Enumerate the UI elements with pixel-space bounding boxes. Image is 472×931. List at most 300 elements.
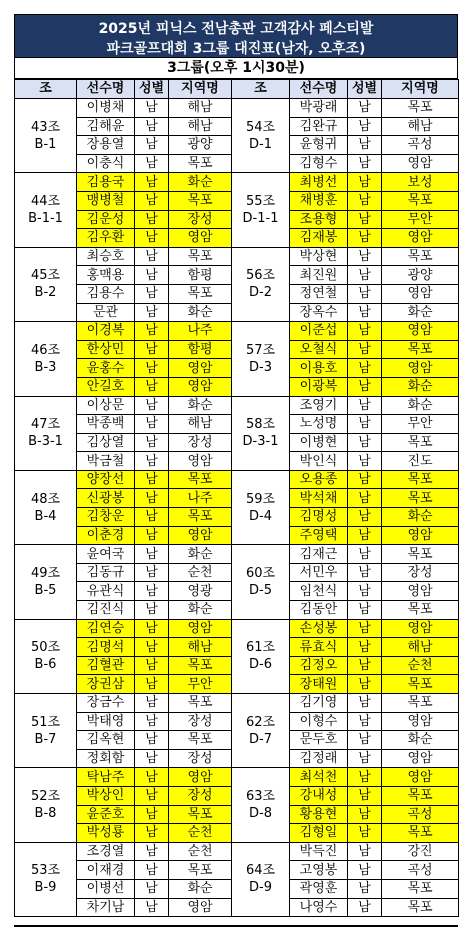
player-name: 박금철 <box>77 452 135 471</box>
group-label-line: D-8 <box>249 806 272 822</box>
player-name: 이병채 <box>77 99 135 118</box>
player-name: 김기영 <box>290 694 348 713</box>
right-group-label <box>232 619 290 693</box>
player-name: 나영수 <box>290 898 348 917</box>
bottom-rule <box>14 925 458 927</box>
table-row <box>15 842 459 861</box>
left-group-label <box>15 247 77 321</box>
group-label-line: 51조 <box>30 714 61 730</box>
player-gender: 남 <box>135 173 169 192</box>
player-name: 서민우 <box>290 563 348 582</box>
player-region: 목포 <box>169 861 232 880</box>
player-name: 윤여국 <box>77 545 135 564</box>
player-gender: 남 <box>348 154 382 173</box>
player-name: 김정오 <box>290 656 348 675</box>
player-region: 화순 <box>382 396 459 415</box>
player-gender: 남 <box>135 582 169 601</box>
player-gender: 남 <box>135 563 169 582</box>
player-name: 손성봉 <box>290 619 348 638</box>
col-header: 성별 <box>135 80 169 99</box>
player-gender: 남 <box>348 805 382 824</box>
player-region: 곡성 <box>382 861 459 880</box>
player-name: 김우환 <box>77 229 135 248</box>
player-name: 곽영훈 <box>290 879 348 898</box>
player-gender: 남 <box>348 191 382 210</box>
table-row <box>15 694 459 713</box>
player-name: 장옥수 <box>290 303 348 322</box>
player-gender: 남 <box>135 396 169 415</box>
table-row <box>15 173 459 192</box>
player-region: 장성 <box>169 786 232 805</box>
col-header: 조 <box>15 80 77 99</box>
player-gender: 남 <box>348 489 382 508</box>
player-name: 유관식 <box>77 582 135 601</box>
player-gender: 남 <box>135 842 169 861</box>
left-group-label <box>15 768 77 842</box>
player-region: 영암 <box>169 898 232 917</box>
player-gender: 남 <box>135 452 169 471</box>
player-region: 순천 <box>169 563 232 582</box>
player-name: 김완규 <box>290 117 348 136</box>
col-header: 성별 <box>348 80 382 99</box>
player-region: 목포 <box>382 433 459 452</box>
player-region: 화순 <box>382 377 459 396</box>
player-name: 정연철 <box>290 284 348 303</box>
player-gender: 남 <box>135 377 169 396</box>
group-label-line: 48조 <box>30 491 61 507</box>
player-name: 조영기 <box>290 396 348 415</box>
table-row <box>15 99 459 118</box>
bracket-body <box>15 99 459 917</box>
group-label-line: D-6 <box>249 657 272 673</box>
player-gender: 남 <box>348 768 382 787</box>
player-gender: 남 <box>135 731 169 750</box>
player-gender: 남 <box>135 508 169 527</box>
player-gender: 남 <box>348 136 382 155</box>
player-gender: 남 <box>348 359 382 378</box>
player-name: 박태영 <box>77 712 135 731</box>
group-label-line: 56조 <box>245 268 276 284</box>
player-name: 박상인 <box>77 786 135 805</box>
player-gender: 남 <box>348 526 382 545</box>
player-name: 김연승 <box>77 619 135 638</box>
player-gender: 남 <box>348 656 382 675</box>
player-region: 영암 <box>169 377 232 396</box>
player-region: 진도 <box>382 452 459 471</box>
player-region: 목포 <box>382 824 459 843</box>
left-group-label <box>15 470 77 544</box>
right-group-label <box>232 99 290 173</box>
player-name: 김명석 <box>77 638 135 657</box>
right-group-label <box>232 396 290 470</box>
title-line-2: 파크골프대회 3그룹 대진표(남자, 오후조) <box>106 41 366 57</box>
player-name: 장권삼 <box>77 675 135 694</box>
group-label-line: D-1-1 <box>242 211 279 227</box>
table-row <box>15 768 459 787</box>
table-row <box>15 619 459 638</box>
player-name: 정회함 <box>77 749 135 768</box>
player-gender: 남 <box>348 582 382 601</box>
player-gender: 남 <box>135 656 169 675</box>
player-region: 목포 <box>169 694 232 713</box>
player-gender: 남 <box>348 898 382 917</box>
player-gender: 남 <box>348 210 382 229</box>
column-header-row <box>15 80 459 99</box>
player-region: 화순 <box>382 508 459 527</box>
player-region: 목포 <box>169 154 232 173</box>
group-label-line: 43조 <box>30 119 61 135</box>
group-label-line: 52조 <box>30 789 61 805</box>
group-label-line: 55조 <box>245 194 276 210</box>
player-region: 화순 <box>169 396 232 415</box>
player-gender: 남 <box>348 712 382 731</box>
player-region: 목포 <box>169 656 232 675</box>
player-name: 김진식 <box>77 601 135 620</box>
player-name: 이경복 <box>77 322 135 341</box>
player-gender: 남 <box>348 694 382 713</box>
group-label-line: 64조 <box>245 863 276 879</box>
player-region: 나주 <box>169 489 232 508</box>
group-label-line: B-8 <box>34 806 57 822</box>
player-region: 영암 <box>382 768 459 787</box>
player-region: 화순 <box>169 545 232 564</box>
player-region: 해남 <box>382 117 459 136</box>
player-name: 김재봉 <box>290 229 348 248</box>
group-label-line: B-1 <box>34 136 57 152</box>
player-name: 조경열 <box>77 842 135 861</box>
left-group-label <box>15 322 77 396</box>
player-region: 해남 <box>169 117 232 136</box>
player-region: 보성 <box>382 173 459 192</box>
player-gender: 남 <box>135 154 169 173</box>
player-name: 이춘경 <box>77 526 135 545</box>
player-gender: 남 <box>348 117 382 136</box>
group-label-line: B-4 <box>34 508 57 524</box>
player-name: 박광래 <box>290 99 348 118</box>
player-name: 이충식 <box>77 154 135 173</box>
player-gender: 남 <box>348 99 382 118</box>
player-region: 순천 <box>169 824 232 843</box>
player-region: 목포 <box>169 805 232 824</box>
player-name: 이상문 <box>77 396 135 415</box>
player-gender: 남 <box>348 824 382 843</box>
player-gender: 남 <box>135 303 169 322</box>
player-name: 김재근 <box>290 545 348 564</box>
player-region: 장성 <box>169 712 232 731</box>
player-gender: 남 <box>348 879 382 898</box>
player-gender: 남 <box>348 731 382 750</box>
player-gender: 남 <box>135 694 169 713</box>
player-gender: 남 <box>135 191 169 210</box>
player-name: 이형수 <box>290 712 348 731</box>
player-gender: 남 <box>135 712 169 731</box>
group-label-line: B-1-1 <box>28 211 63 227</box>
player-name: 이준섭 <box>290 322 348 341</box>
player-gender: 남 <box>348 749 382 768</box>
group-label-line: B-9 <box>34 880 57 896</box>
player-gender: 남 <box>348 786 382 805</box>
player-gender: 남 <box>135 433 169 452</box>
player-name: 장용열 <box>77 136 135 155</box>
player-name: 이용호 <box>290 359 348 378</box>
player-region: 해남 <box>169 99 232 118</box>
player-gender: 남 <box>348 452 382 471</box>
player-name: 김혈관 <box>77 656 135 675</box>
player-name: 오철식 <box>290 340 348 359</box>
player-gender: 남 <box>135 415 169 434</box>
player-name: 장태원 <box>290 675 348 694</box>
player-gender: 남 <box>348 340 382 359</box>
left-group-label <box>15 842 77 916</box>
player-region: 목포 <box>382 675 459 694</box>
player-name: 박종백 <box>77 415 135 434</box>
player-name: 박득진 <box>290 842 348 861</box>
player-gender: 남 <box>348 638 382 657</box>
group-label-line: 49조 <box>30 565 61 581</box>
player-region: 목포 <box>169 508 232 527</box>
bracket-table <box>14 79 459 917</box>
player-gender: 남 <box>135 322 169 341</box>
player-name: 황용현 <box>290 805 348 824</box>
player-name: 김동안 <box>290 601 348 620</box>
player-region: 순천 <box>382 656 459 675</box>
col-header: 선수명 <box>77 80 135 99</box>
player-name: 김정래 <box>290 749 348 768</box>
player-name: 최진원 <box>290 266 348 285</box>
player-gender: 남 <box>348 601 382 620</box>
player-name: 채병훈 <box>290 191 348 210</box>
player-gender: 남 <box>135 805 169 824</box>
group-label-line: 57조 <box>245 342 276 358</box>
player-name: 김상열 <box>77 433 135 452</box>
player-region: 목포 <box>169 470 232 489</box>
player-gender: 남 <box>135 247 169 266</box>
player-region: 화순 <box>169 879 232 898</box>
right-group-label <box>232 842 290 916</box>
player-name: 최승호 <box>77 247 135 266</box>
player-gender: 남 <box>348 842 382 861</box>
group-subtitle: 3그룹(오후 1시30분) <box>14 58 458 79</box>
player-region: 영암 <box>382 359 459 378</box>
player-region: 목포 <box>382 340 459 359</box>
right-group-label <box>232 768 290 842</box>
player-name: 김형수 <box>290 154 348 173</box>
player-gender: 남 <box>348 322 382 341</box>
right-group-label <box>232 247 290 321</box>
player-region: 화순 <box>382 303 459 322</box>
player-region: 목포 <box>382 601 459 620</box>
player-name: 한상민 <box>77 340 135 359</box>
left-group-label <box>15 99 77 173</box>
player-gender: 남 <box>135 284 169 303</box>
player-region: 영광 <box>169 582 232 601</box>
player-region: 해남 <box>169 638 232 657</box>
right-group-label <box>232 694 290 768</box>
player-name: 홍맥용 <box>77 266 135 285</box>
player-gender: 남 <box>135 136 169 155</box>
group-label-line: 60조 <box>245 565 276 581</box>
player-region: 해남 <box>169 415 232 434</box>
left-group-label <box>15 545 77 619</box>
player-name: 고영봉 <box>290 861 348 880</box>
player-region: 영암 <box>382 712 459 731</box>
player-region: 무안 <box>382 415 459 434</box>
right-group-label <box>232 470 290 544</box>
player-region: 화순 <box>169 601 232 620</box>
group-label-line: B-3-1 <box>28 434 63 450</box>
group-label-line: B-7 <box>34 731 57 747</box>
bracket-sheet <box>14 14 458 927</box>
player-region: 영암 <box>382 154 459 173</box>
col-header: 지역명 <box>169 80 232 99</box>
player-name: 신광봉 <box>77 489 135 508</box>
player-gender: 남 <box>135 545 169 564</box>
player-region: 무안 <box>169 675 232 694</box>
group-label-line: 61조 <box>245 640 276 656</box>
player-region: 순천 <box>169 842 232 861</box>
left-group-label <box>15 396 77 470</box>
group-label-line: D-3-1 <box>242 434 279 450</box>
player-region: 해남 <box>382 638 459 657</box>
player-region: 목포 <box>382 247 459 266</box>
player-region: 영암 <box>382 284 459 303</box>
player-name: 이광복 <box>290 377 348 396</box>
player-name: 오용종 <box>290 470 348 489</box>
player-gender: 남 <box>135 786 169 805</box>
player-region: 영암 <box>169 452 232 471</box>
player-gender: 남 <box>348 433 382 452</box>
player-gender: 남 <box>135 117 169 136</box>
player-region: 광양 <box>382 266 459 285</box>
group-label-line: 62조 <box>245 714 276 730</box>
player-region: 목포 <box>169 191 232 210</box>
player-region: 영암 <box>382 582 459 601</box>
group-label-line: D-3 <box>249 359 272 375</box>
player-name: 장금수 <box>77 694 135 713</box>
player-region: 함평 <box>169 340 232 359</box>
player-gender: 남 <box>135 749 169 768</box>
player-name: 이재경 <box>77 861 135 880</box>
player-name: 최석천 <box>290 768 348 787</box>
player-region: 영암 <box>169 768 232 787</box>
player-gender: 남 <box>348 563 382 582</box>
group-label-line: 46조 <box>30 342 61 358</box>
player-name: 강내성 <box>290 786 348 805</box>
player-region: 곡성 <box>382 805 459 824</box>
table-row <box>15 247 459 266</box>
player-region: 화순 <box>169 303 232 322</box>
player-gender: 남 <box>348 377 382 396</box>
player-gender: 남 <box>348 396 382 415</box>
player-name: 김창운 <box>77 508 135 527</box>
player-name: 김명성 <box>290 508 348 527</box>
group-label-line: 59조 <box>245 491 276 507</box>
player-gender: 남 <box>348 173 382 192</box>
table-row <box>15 322 459 341</box>
player-name: 김형일 <box>290 824 348 843</box>
player-name: 차기남 <box>77 898 135 917</box>
group-label-line: D-9 <box>249 880 272 896</box>
player-name: 박성룡 <box>77 824 135 843</box>
left-group-label <box>15 694 77 768</box>
title-line-1: 2025년 피닉스 전남총판 고객감사 페스티발 <box>98 21 374 37</box>
player-gender: 남 <box>348 861 382 880</box>
player-gender: 남 <box>135 340 169 359</box>
player-region: 화순 <box>382 731 459 750</box>
player-region: 목포 <box>382 489 459 508</box>
group-label-line: B-2 <box>34 285 57 301</box>
player-region: 목포 <box>382 898 459 917</box>
group-label-line: D-5 <box>249 582 272 598</box>
right-group-label <box>232 322 290 396</box>
player-region: 목포 <box>382 191 459 210</box>
player-region: 화순 <box>169 173 232 192</box>
player-region: 영암 <box>382 322 459 341</box>
left-group-label <box>15 173 77 247</box>
group-label-line: 53조 <box>30 863 61 879</box>
group-label-line: 45조 <box>30 268 61 284</box>
right-group-label <box>232 173 290 247</box>
player-gender: 남 <box>348 284 382 303</box>
player-region: 영암 <box>169 359 232 378</box>
player-region: 목포 <box>169 284 232 303</box>
group-label-line: 47조 <box>30 417 61 433</box>
player-region: 장성 <box>382 563 459 582</box>
player-name: 김용국 <box>77 173 135 192</box>
player-region: 영암 <box>169 619 232 638</box>
player-name: 이병현 <box>290 433 348 452</box>
player-gender: 남 <box>135 359 169 378</box>
group-label-line: B-5 <box>34 582 57 598</box>
player-region: 목포 <box>169 731 232 750</box>
player-name: 박인식 <box>290 452 348 471</box>
player-name: 임천식 <box>290 582 348 601</box>
player-region: 장성 <box>169 749 232 768</box>
player-gender: 남 <box>135 675 169 694</box>
player-name: 윤준호 <box>77 805 135 824</box>
player-region: 영암 <box>382 526 459 545</box>
player-name: 문두호 <box>290 731 348 750</box>
player-gender: 남 <box>348 508 382 527</box>
player-gender: 남 <box>348 470 382 489</box>
group-label-line: D-4 <box>249 508 272 524</box>
player-region: 장성 <box>169 210 232 229</box>
player-gender: 남 <box>135 470 169 489</box>
player-name: 노성명 <box>290 415 348 434</box>
group-label-line: 54조 <box>245 119 276 135</box>
player-gender: 남 <box>135 229 169 248</box>
player-region: 강진 <box>382 842 459 861</box>
player-name: 이병선 <box>77 879 135 898</box>
player-region: 영암 <box>169 229 232 248</box>
sheet-header <box>14 14 458 58</box>
player-name: 김해윤 <box>77 117 135 136</box>
col-header: 지역명 <box>382 80 459 99</box>
player-name: 윤홍수 <box>77 359 135 378</box>
player-gender: 남 <box>348 545 382 564</box>
player-name: 윤형귀 <box>290 136 348 155</box>
right-group-label <box>232 545 290 619</box>
player-region: 영암 <box>169 526 232 545</box>
table-row <box>15 470 459 489</box>
player-gender: 남 <box>135 898 169 917</box>
player-region: 목포 <box>382 786 459 805</box>
group-label-line: B-6 <box>34 657 57 673</box>
player-region: 광양 <box>169 136 232 155</box>
player-name: 김용수 <box>77 284 135 303</box>
player-region: 목포 <box>382 545 459 564</box>
left-group-label <box>15 619 77 693</box>
